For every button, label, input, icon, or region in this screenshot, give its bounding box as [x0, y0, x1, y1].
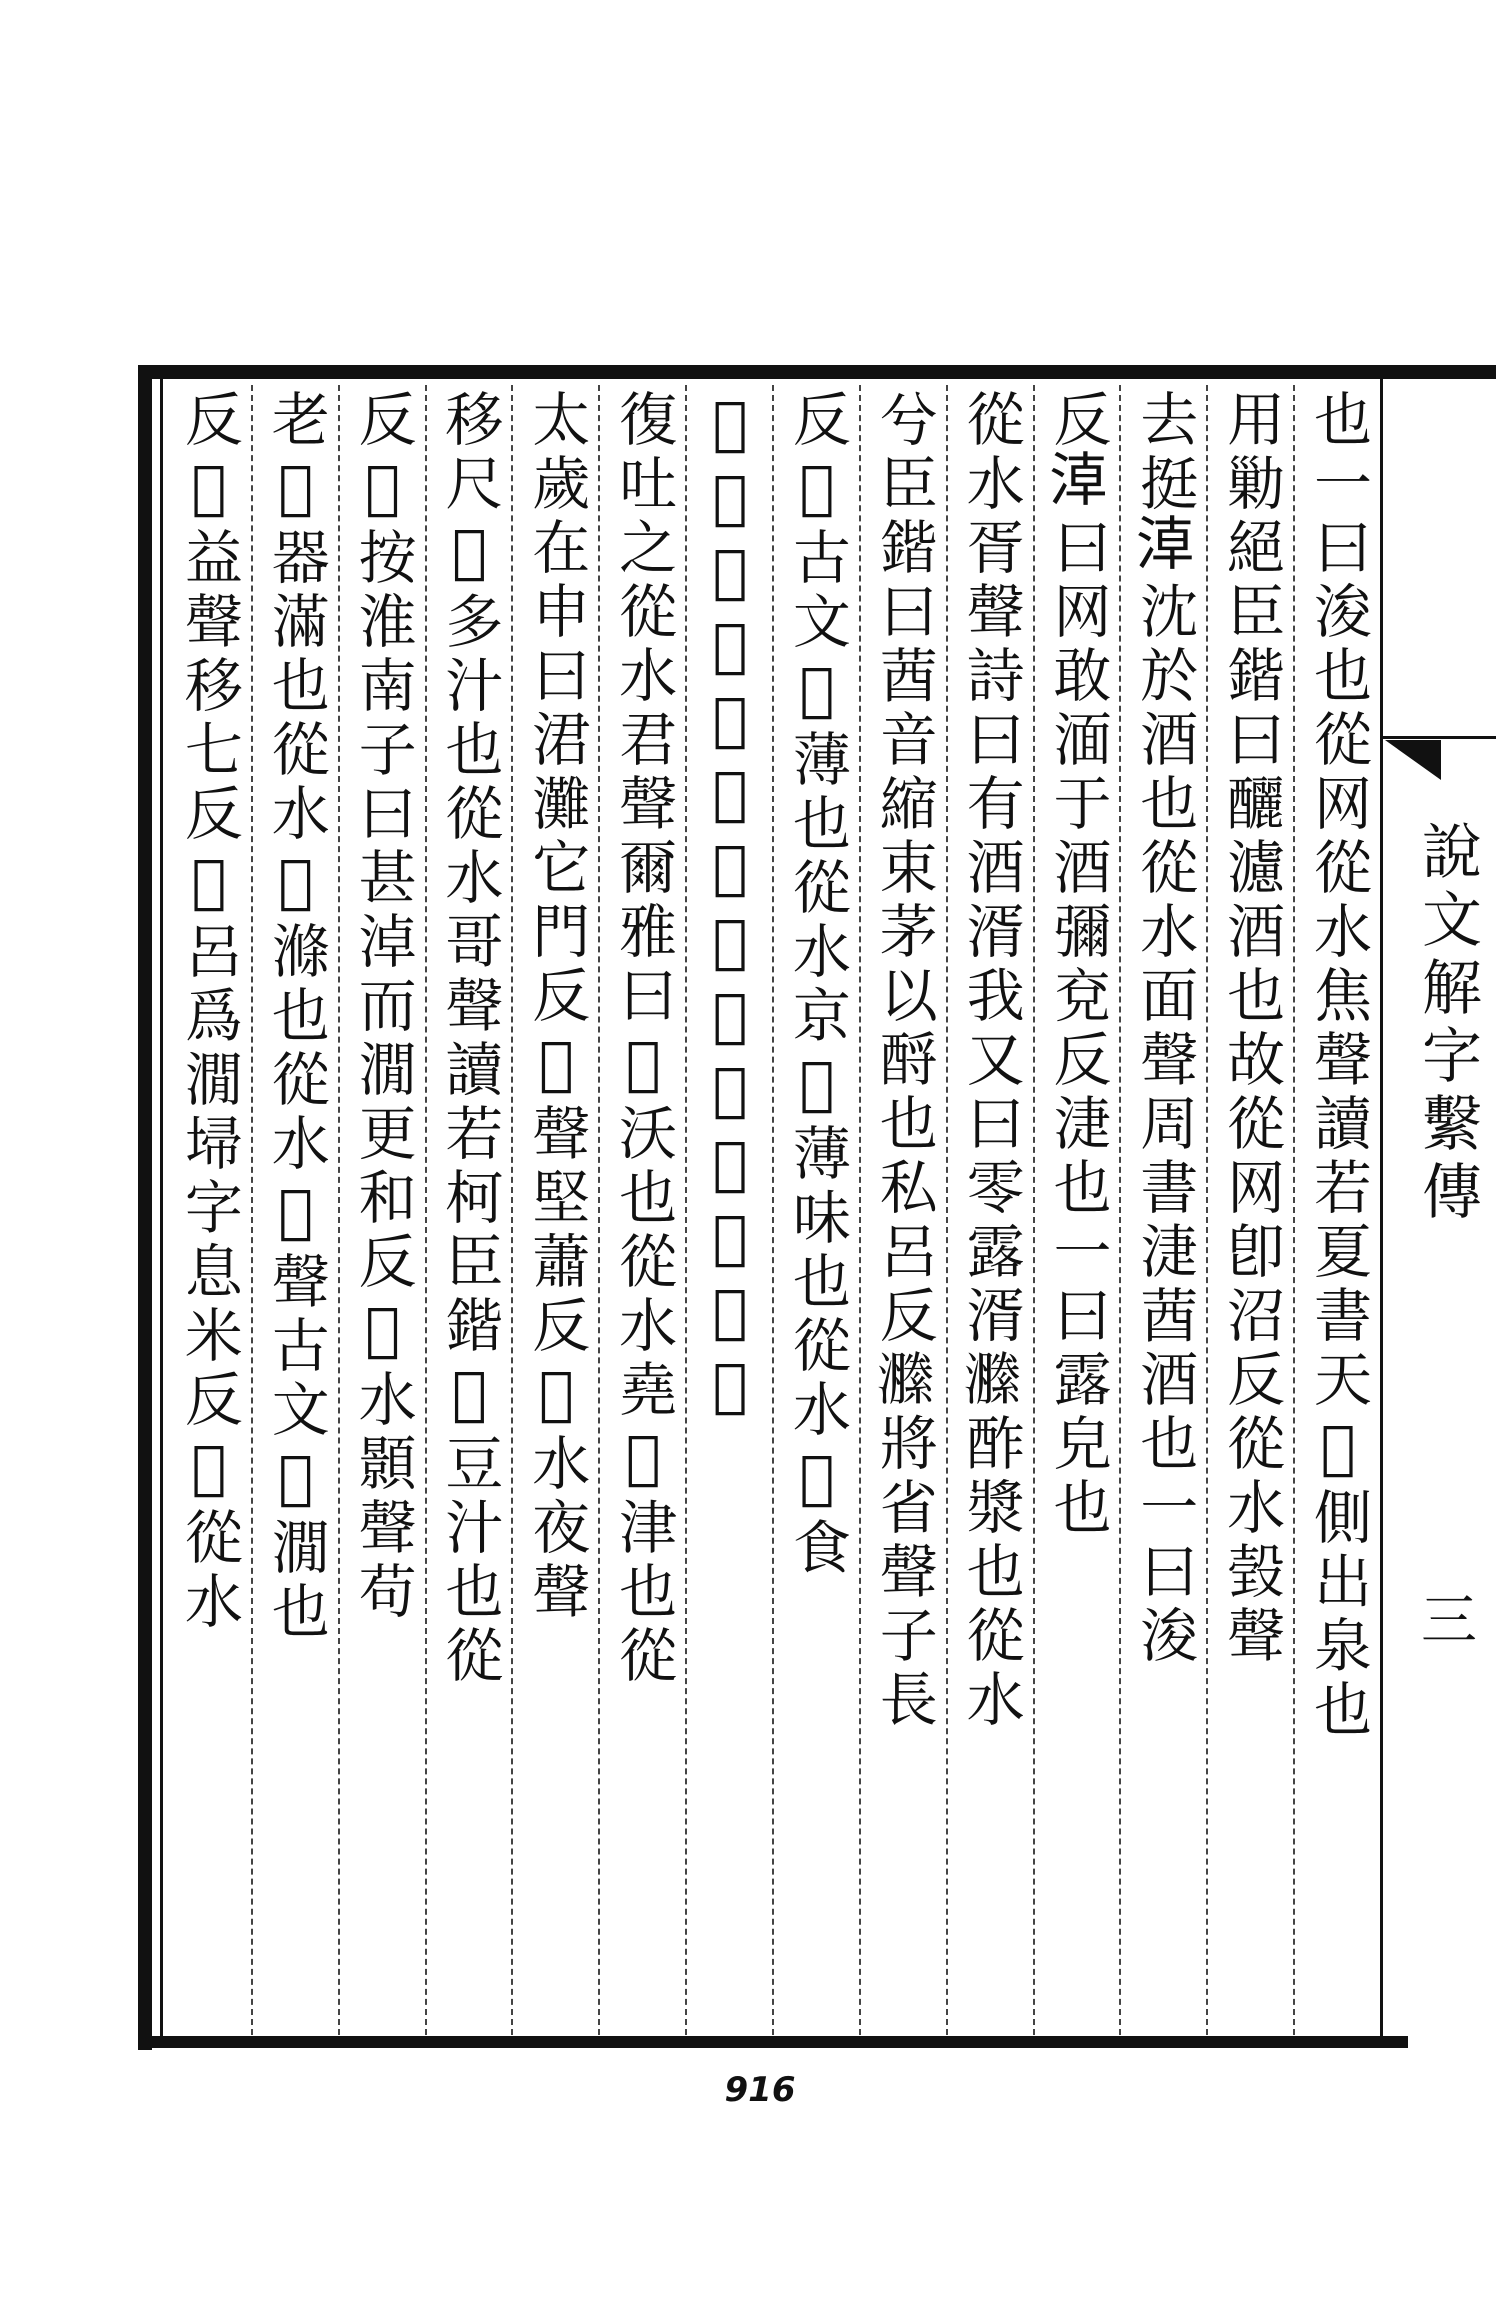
text-column-8 [685, 385, 772, 2035]
column-text: 老𣴑器滿也從水𣴑滌也從水𣶃聲古文𣴑㵎也 [261, 389, 330, 1645]
column-text: 復吐之從水君聲爾雅曰𣴑沃也從水堯𣴑津也從 [609, 389, 678, 1689]
column-text: 𣴑𣴑聲栭昌反𣴑炎聲稻槧反𣴑巳 [696, 389, 764, 1425]
column-text: 也一曰浚也從网從水焦聲讀若夏書天𤄳側出泉也 [1304, 389, 1373, 1743]
text-column-6 [859, 385, 946, 2035]
page-number: 916 [724, 2070, 796, 2110]
fore-edge-title: 說文解字繫傳 [1412, 820, 1482, 1228]
column-text: 反𣴑益聲移七反𣴑呂爲㵎埽字息米反𣴑從水 [174, 389, 243, 1635]
text-column-1 [1293, 385, 1380, 2035]
text-column-13 [251, 385, 338, 2035]
column-text: 從水胥聲詩曰有酒湑我又曰零露湑𤂵酢漿也從水 [956, 389, 1025, 1733]
text-column-2 [1206, 385, 1293, 2035]
text-column-12 [338, 385, 425, 2035]
text-column-11 [425, 385, 512, 2035]
text-column-14 [166, 385, 251, 2035]
text-column-4 [1033, 385, 1120, 2035]
column-text: 反𣶃曰网敢湎于酒彌兗反𣶏也一曰露皃也 [1043, 389, 1112, 1541]
text-columns [166, 385, 1380, 2035]
column-text: 去挺𣶃沈於酒也從水面聲周書𣶏莤酒也一曰浚 [1130, 389, 1199, 1669]
frame-bottom-rule [138, 2036, 1408, 2048]
fore-edge-leaf-number: 三 [1412, 1590, 1477, 1646]
frame-right-rule [1380, 378, 1383, 2036]
column-text: 用勦絕臣鍇曰釃濾酒也故從网卽沼反從水㲄聲 [1217, 389, 1286, 1669]
column-text: 反𣴑古文𣴑薄也從水京𣴑薄味也從水𣴑食 [782, 389, 851, 1581]
column-text: 移尺𣴑多汁也從水哥聲讀若柯臣鍇𣴑豆汁也從 [435, 389, 504, 1689]
text-column-10 [511, 385, 598, 2035]
text-column-3 [1119, 385, 1206, 2035]
frame-inner-left-rule [160, 378, 163, 2036]
text-column-9 [598, 385, 685, 2035]
frame-top-rule [138, 365, 1496, 379]
column-text: 兮臣鍇曰莤音縮束茅以酹也私呂反𤂵將省聲子長 [869, 389, 938, 1733]
column-text: 反𣴑按淮南子曰甚淖而㵎更和反𣴑水顥聲苟 [348, 389, 417, 1625]
text-column-5 [946, 385, 1033, 2035]
fore-edge-rule [1383, 736, 1496, 739]
frame-left-rule [138, 365, 152, 2050]
fish-tail-mark [1385, 740, 1441, 780]
text-column-7 [772, 385, 859, 2035]
column-text: 太歲在申曰涒灘它門反𣴑聲堅蕭反𣴑水夜聲 [522, 389, 591, 1625]
